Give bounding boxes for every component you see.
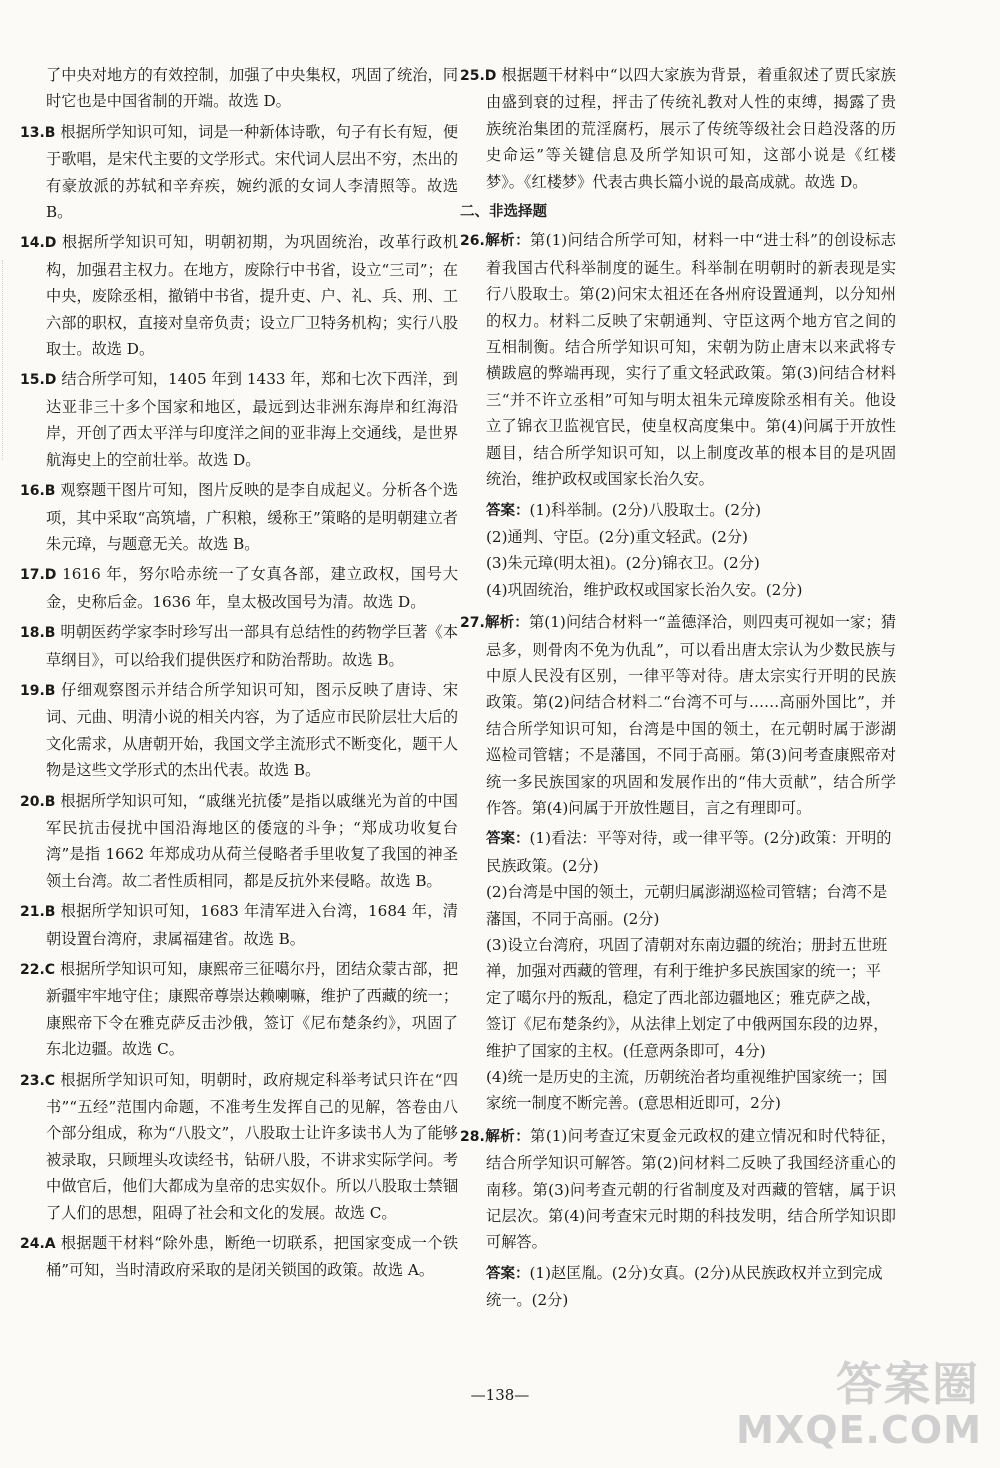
analysis-text: 第(1)问考查辽宋夏金元政权的建立情况和时代特征，结合所学知识可解答。第(2)问材料二反映了我国经济重心的南移。第(3)问考查元朝的行省制度及对西藏的管辖，属于识记层次。第(4)问考查宋元时期的科技发明，结合所学知识即可解答。	[486, 1126, 897, 1252]
item-text: 根据所学知识可知，明朝初期，为巩固统治，改革行政机构，加强君主权力。在地方，废除行中书省，设立“三司”；在中央，废除丞相，撤销中书省，提升吏、户、礼、兵、刑、工六部的职权，直接对皇帝负责；设立厂卫特务机构；实行八股取士。故选 D。	[46, 233, 459, 359]
list-item	[20, 956, 458, 1063]
item-text: 1616 年，努尔哈赤统一了女真各部，建立政权，国号大金，史称后金。1636 年，皇太极改国号为清。故选 D。	[46, 565, 459, 611]
list-item	[20, 561, 458, 615]
item-12-continuation: 了中央对地方的有效控制，加强了中央集权，巩固了统治，同时它也是中国省制的开端。故选 D。	[46, 66, 458, 111]
list-item	[20, 477, 458, 557]
page-number: —138—	[470, 1386, 530, 1404]
analysis-paragraph	[460, 609, 896, 821]
answer-line: (2)台湾是中国的领土，元朝归属澎湖巡检司管辖；台湾不是藩国，不同于高丽。(2分)	[486, 883, 888, 928]
item-number: 19.B	[20, 682, 56, 699]
list-item	[20, 898, 458, 952]
answer-text: (1)赵匡胤。(2分)女真。(2分)从民族政权并立到完成统一。(2分)	[486, 1263, 883, 1310]
answer-label: 答案：	[486, 831, 530, 848]
item-number: 14.D	[20, 235, 57, 252]
analysis-text: 第(1)问结合材料一“盖德泽洽，则四夷可视如一家；猜忌多，则骨肉不免为仇乱”，可以看出唐太宗认为少数民族与中原人民没有区别，一律平等对待。唐太宗实行开明的民族政策。第(2)问结合材料二“台湾不可与……高丽外国比”，并结合所学知识可知，台湾是中国的领土，在元朝时属于澎湖巡检司管辖；不是藩国，不同于高丽。第(3)问考查康熙帝对统一多民族国家的巩固和发展作出的“伟大贡献”，结合所学作答。第(4)问属于开放性题目，言之有理即可。	[486, 613, 897, 817]
item-number: 24.A	[20, 1236, 56, 1253]
watermark-url: MXQE.COM	[736, 1408, 982, 1452]
analysis-label: 解析：	[484, 1128, 531, 1145]
item-text: 观察题干图片可知，图片反映的是李自成起义。分析各个选项，其中采取“高筑墙，广积粮，缓称王”策略的是明朝建立者朱元璋，与题意无关。故选 B。	[46, 481, 459, 553]
item-text: 根据题干材料“除外患，断绝一切联系，把国家变成一个铁桶”可知，当时清政府采取的是闭关锁国的政策。故选 A。	[46, 1234, 459, 1280]
item-text: 根据所学知识可知，词是一种新体诗歌，句子有长有短，便于歌唱，是宋代主要的文学形式。宋代词人层出不穷，杰出的有豪放派的苏轼和辛弃疾，婉约派的女词人李清照等。故选 B。	[46, 122, 459, 222]
item-number: 26.	[460, 233, 485, 250]
answer-line: (3)朱元璋(明太祖)。(2分)锦衣卫。(2分)	[486, 554, 760, 573]
item-number: 27.	[460, 615, 485, 632]
answer-line	[460, 1260, 896, 1314]
item-number: 20.B	[20, 793, 56, 810]
item-number: 21.B	[20, 904, 56, 921]
item-text: 根据所学知识可知，明朝时，政府规定科举考试只许在“四书”“五经”范围内命题，不准考生发挥自己的见解，答卷由八个部分组成，称为“八股文”，八股取士让许多读书人为了能够被录取，只顾埋头攻读经书，钻研八股，不讲求实际学问。考中做官后，他们大都成为皇帝的忠实奴仆。所以八股取士禁锢了人们的思想，阻碍了社会和文化的发展。故选 C。	[46, 1070, 459, 1222]
answer-label: 答案：	[486, 1265, 530, 1282]
list-item	[20, 229, 458, 362]
answer-label: 答案：	[486, 502, 530, 519]
analysis-paragraph	[460, 227, 896, 492]
list-item	[20, 366, 458, 473]
item-text: 仔细观察图示并结合所学知识可知，图示反映了唐诗、宋词、元曲、明清小说的相关内容，为了适应市民阶层壮大后的文化需求，从唐朝开始，我国文学主流形式不断变化，题干人物是这些文学形式的杰出代表。故选 B。	[46, 680, 459, 780]
watermark-text: 答案圈	[836, 1357, 980, 1411]
answer-line: (2)通判、守臣。(2分)重文轻武。(2分)	[486, 527, 748, 546]
item-number: 22.C	[20, 962, 56, 978]
watermark-logo	[736, 1348, 986, 1458]
analysis-paragraph	[460, 1123, 896, 1256]
answer-line	[460, 825, 896, 879]
answer-text: (1)看法：平等对待，或一律平等。(2分)政策：开明的民族政策。(2分)	[486, 829, 892, 875]
list-item	[20, 119, 458, 226]
answer-line	[460, 497, 896, 524]
analysis-label: 解析：	[484, 233, 531, 250]
section-title: 二、非选择题	[460, 204, 547, 221]
answer-line: (3)设立台湾府，巩固了清朝对东南边疆的统治；册封五世班禅，加强对西藏的管理，有利于维护多民族国家的统一；平定了噶尔丹的叛乱，稳定了西北部边疆地区；雅克萨之战，签订《尼布楚条约》，从法律上划定了中俄两国东段的边界，维护了国家的主权。(任意两条即可，4分)	[486, 936, 889, 1060]
question-27	[460, 609, 896, 1117]
answer-line: (4)巩固统治，维护政权或国家长治久安。(2分)	[486, 580, 803, 599]
item-text: 根据所学知识可知，“戚继光抗倭”是指以戚继光为首的中国军民抗击侵扰中国沿海地区的倭寇的斗争；“郑成功收复台湾”是指 1662 年郑成功从荷兰侵略者手里收复了我国的神圣领土台湾。故二者性质相同，都是反抗外来侵略。故选 B。	[46, 791, 458, 890]
item-text: 明朝医药学家李时珍写出一部具有总结性的药物学巨著《本草纲目》，可以给我们提供医疗和防治帮助。故选 B。	[46, 623, 459, 669]
list-item	[20, 1067, 458, 1226]
item-text: 根据所学知识可知，康熙帝三征噶尔丹，团结众蒙古部，把新疆牢牢地守住；康熙帝尊崇达赖喇嘛，维护了西藏的统一；康熙帝下令在雅克萨反击沙俄，签订《尼布楚条约》，巩固了东北边疆。故选 C。	[46, 960, 459, 1059]
list-item	[460, 62, 896, 195]
answer-line: (4)统一是历史的主流，历朝统治者均重视维护国家统一；国家统一制度不断完善。(意思相近即可，2分)	[486, 1068, 888, 1113]
list-item	[20, 1230, 458, 1284]
answer-text: (1)科举制。(2分)八股取士。(2分)	[529, 500, 762, 519]
question-26	[460, 227, 896, 603]
analysis-text: 第(1)问结合所学可知，材料一中“进士科”的创设标志着我国古代科举制度的诞生。科举制在明朝时的新表现是实行八股取士。第(2)问宋太祖还在各州府设置通判，以分知州的权力。材料二反映了宋朝通判、守臣这两个地方官之间的互相制衡。结合所学知识可知，宋朝为防止唐末以来武将专横跋扈的弊端再现，实行了重文轻武政策。第(3)问结合材料三“并不许立丞相”可知与明太祖朱元璋废除丞相有关。他设立了锦衣卫监视官民，使皇权高度集中。第(4)问属于开放性题目，结合所学知识可知，以上制度改革的根本目的是巩固统治，维护政权或国家长治久安。	[486, 231, 896, 489]
item-number: 25.D	[460, 68, 497, 84]
item-number: 23.C	[20, 1072, 56, 1089]
item-number: 18.B	[20, 625, 56, 642]
left-column	[20, 62, 458, 1288]
scan-margin-mark	[2, 260, 7, 460]
list-item	[20, 619, 458, 673]
analysis-label: 解析：	[484, 615, 529, 632]
item-number: 28.	[460, 1128, 485, 1145]
item-text: 结合所学可知，1405 年到 1433 年，郑和七次下西洋，到达亚非三十多个国家和地区，最远到达非洲东海岸和红海沿岸，开创了西太平洋与印度洋之间的亚非海上交通线，是世界航海史上的空前壮举。故选 D。	[46, 370, 458, 469]
item-text: 根据题干材料中“以四大家族为背景，着重叙述了贾氏家族由盛到衰的过程，抨击了传统礼教对人性的束缚，揭露了贵族统治集团的荒淫腐朽，展示了传统等级社会日趋没落的历史命运”等关键信息及所学知识可知，这部小说是《红楼梦》。《红楼梦》代表古典长篇小说的最高成就。故选 D。	[486, 66, 896, 191]
item-number: 15.D	[20, 372, 57, 389]
list-item	[20, 788, 458, 895]
right-column	[460, 62, 896, 1320]
list-item	[20, 677, 458, 784]
item-number: 17.D	[20, 567, 57, 584]
left-items-list	[20, 119, 458, 1284]
item-number: 13.B	[20, 124, 56, 141]
item-number: 16.B	[20, 483, 56, 500]
item-text: 根据所学知识可知，1683 年清军进入台湾，1684 年，清朝设置台湾府，隶属福建省。故选 B。	[46, 902, 458, 948]
question-28	[460, 1123, 896, 1314]
